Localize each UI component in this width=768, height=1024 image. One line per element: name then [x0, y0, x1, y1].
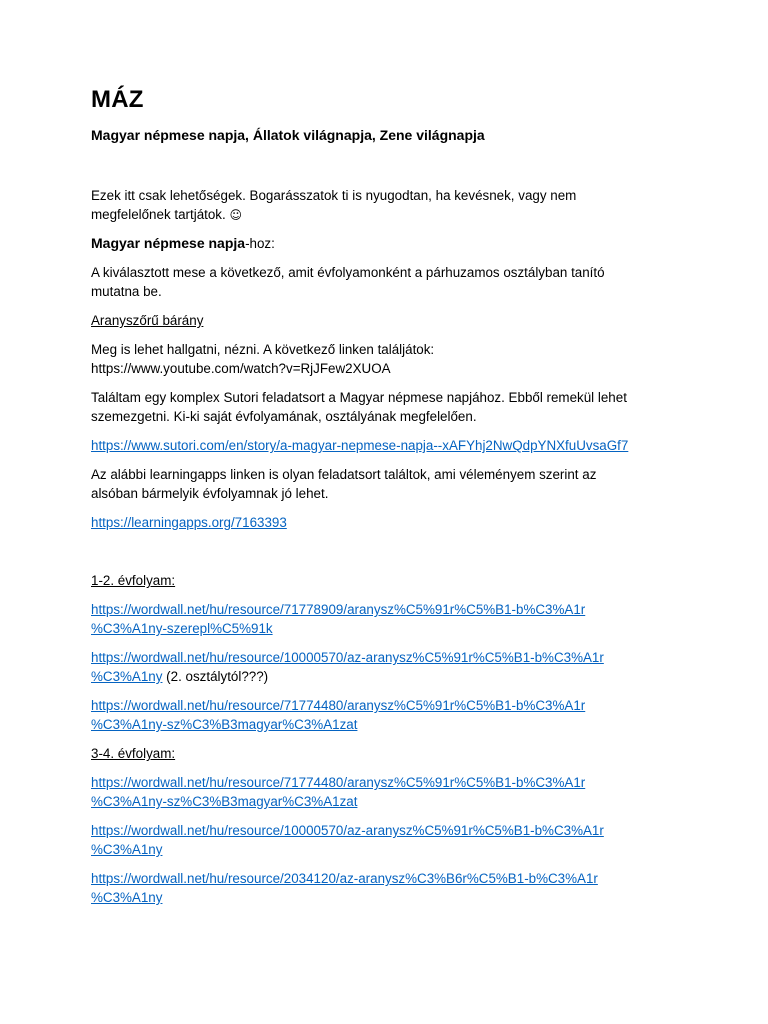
youtube-url-text: https://www.youtube.com/watch?v=RjJFew2XUOA — [91, 361, 391, 376]
learningapps-link[interactable]: https://learningapps.org/7163393 — [91, 515, 287, 530]
sutori-text-line-1: Találtam egy komplex Sutori feladatsort a Magyar népmese napjához. Ebből remekül lehet — [91, 390, 627, 405]
wordwall-link-3-4-b[interactable]: https://wordwall.net/hu/resource/10000570/az-aranysz%C5%91r%C5%B1-b%C3%A1r — [91, 823, 604, 838]
wordwall-link-3-4-b-cont[interactable]: %C3%A1ny — [91, 842, 163, 857]
section-heading-suffix: -hoz: — [245, 236, 275, 251]
wordwall-link-1-2-b-row — [91, 667, 268, 686]
wordwall-link-1-2-c-cont[interactable]: %C3%A1ny-sz%C3%B3magyar%C3%A1zat — [91, 717, 358, 732]
grade-note: (2. osztálytól???) — [162, 669, 269, 684]
tale-title: Aranyszőrű bárány — [91, 313, 204, 328]
grade-1-2-label: 1-2. évfolyam: — [91, 573, 176, 588]
wordwall-link-1-2-b[interactable]: https://wordwall.net/hu/resource/10000570/az-aranysz%C5%91r%C5%B1-b%C3%A1r — [91, 650, 604, 665]
wordwall-link-1-2-c[interactable]: https://wordwall.net/hu/resource/71774480/aranysz%C5%91r%C5%B1-b%C3%A1r — [91, 698, 586, 713]
learningapps-text-line-1: Az alábbi learningapps linken is olyan feladatsort találtok, ami véleményem szerint az — [91, 467, 597, 482]
sutori-text-line-2: szemezgetni. Ki-ki saját évfolyamának, osztályának megfelelően. — [91, 409, 477, 424]
selected-tale-line-1: A kiválasztott mese a következő, amit évfolyamonként a párhuzamos osztályban tanító — [91, 265, 605, 280]
intro-line-2 — [91, 205, 242, 225]
wordwall-link-3-4-c[interactable]: https://wordwall.net/hu/resource/2034120/az-aranysz%C3%B6r%C5%B1-b%C3%A1r — [91, 871, 598, 886]
sutori-link[interactable]: https://www.sutori.com/en/story/a-magyar-nepmese-napja--xAFYhj2NwQdpYNXfuUvsaGf7 — [91, 438, 629, 453]
wordwall-link-3-4-a[interactable]: https://wordwall.net/hu/resource/71774480/aranysz%C5%91r%C5%B1-b%C3%A1r — [91, 775, 586, 790]
intro-line-2-text: megfelelőnek tartjátok. — [91, 207, 226, 222]
wordwall-link-1-2-a[interactable]: https://wordwall.net/hu/resource/71778909/aranysz%C5%91r%C5%B1-b%C3%A1r — [91, 602, 586, 617]
wordwall-link-3-4-a-cont[interactable]: %C3%A1ny-sz%C3%B3magyar%C3%A1zat — [91, 794, 358, 809]
smiley-icon: ☺ — [229, 208, 242, 222]
intro-line-1: Ezek itt csak lehetőségek. Bogarásszatok ti is nyugodtan, ha kevésnek, vagy nem — [91, 188, 577, 203]
selected-tale-line-2: mutatna be. — [91, 284, 162, 299]
wordwall-link-1-2-b-cont[interactable]: %C3%A1ny — [91, 669, 163, 684]
learningapps-text-line-2: alsóban bármelyik évfolyamnak jó lehet. — [91, 486, 329, 501]
document-subtitle: Magyar népmese napja, Állatok világnapja, Zene világnapja — [91, 127, 485, 143]
listen-line-1: Meg is lehet hallgatni, nézni. A következő linken találjátok: — [91, 342, 435, 357]
wordwall-link-1-2-a-cont[interactable]: %C3%A1ny-szerepl%C5%91k — [91, 621, 273, 636]
section-heading — [91, 234, 275, 253]
section-heading-bold: Magyar népmese napja — [91, 235, 246, 251]
wordwall-link-3-4-c-cont[interactable]: %C3%A1ny — [91, 890, 163, 905]
document-title: MÁZ — [91, 86, 144, 113]
grade-3-4-label: 3-4. évfolyam: — [91, 746, 176, 761]
